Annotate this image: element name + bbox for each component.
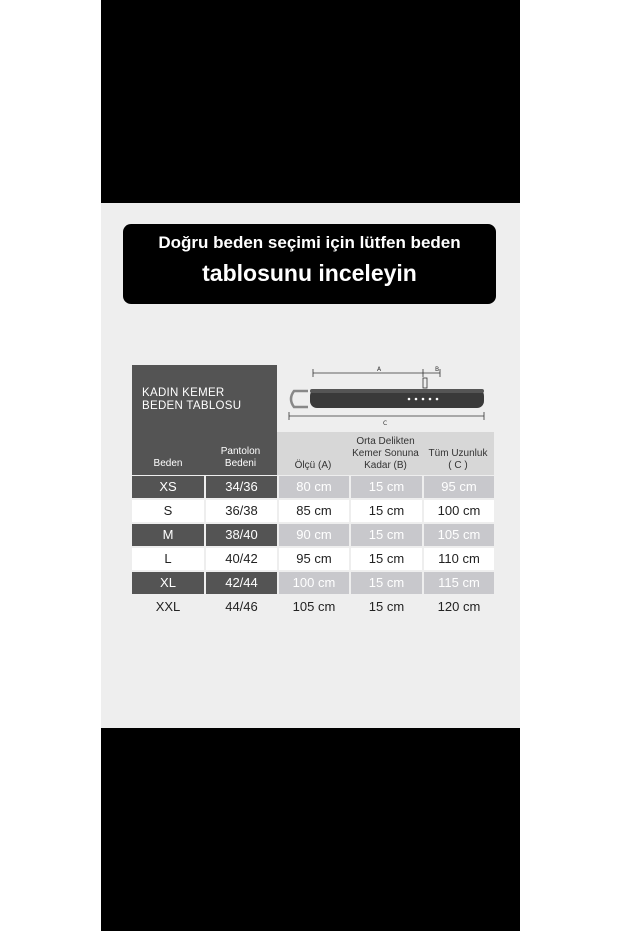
table-row: [132, 500, 494, 522]
header-tum-2: ( C ): [448, 460, 468, 471]
cell-olcu: 105 cm: [292, 599, 336, 614]
cell-tum: 120 cm: [437, 599, 481, 614]
table-row: [132, 476, 494, 498]
cell-olcu: 85 cm: [279, 500, 349, 522]
cell-orta: 15 cm: [351, 524, 422, 546]
cell-tum: 95 cm: [424, 476, 494, 498]
cell-tum: 100 cm: [424, 500, 494, 522]
cell-olcu: 95 cm: [279, 548, 349, 570]
cell-tum: 110 cm: [424, 548, 494, 570]
cell-pantolon: 34/36: [206, 476, 277, 498]
cell-beden: XXL: [155, 599, 181, 614]
cell-beden: L: [132, 548, 204, 570]
belt-illustration: [280, 360, 490, 430]
cell-tum: 105 cm: [424, 524, 494, 546]
cell-pantolon: 36/38: [206, 500, 277, 522]
header-orta-3: Kadar (B): [364, 460, 407, 471]
cell-pantolon: 40/42: [206, 548, 277, 570]
cell-orta: 15 cm: [351, 548, 422, 570]
cell-olcu: 80 cm: [279, 476, 349, 498]
banner-line-1: Doğru beden seçimi için lütfen beden: [158, 233, 461, 252]
table-title: [132, 365, 277, 432]
table-row: [132, 596, 494, 618]
cell-pantolon: 44/46: [225, 599, 258, 614]
cell-orta: 15 cm: [351, 572, 422, 594]
cell-pantolon: 42/44: [206, 572, 277, 594]
cell-tum: 115 cm: [424, 572, 494, 594]
instruction-banner: [123, 224, 496, 304]
cell-orta: 15 cm: [368, 599, 405, 614]
cell-beden: S: [132, 500, 204, 522]
header-dark: [132, 432, 277, 475]
cell-beden: XL: [132, 572, 204, 594]
header-orta-2: Kemer Sonuna: [352, 448, 419, 459]
cell-beden: M: [132, 524, 204, 546]
table-title-line-1: KADIN KEMER: [142, 387, 225, 399]
cell-olcu: 90 cm: [279, 524, 349, 546]
cell-olcu: 100 cm: [279, 572, 349, 594]
header-olcu: Ölçü (A): [294, 460, 332, 471]
table-row: [132, 548, 494, 570]
cell-pantolon: 38/40: [206, 524, 277, 546]
belt-diagram: [280, 360, 490, 430]
label-b: B: [435, 366, 440, 373]
cell-orta: 15 cm: [351, 476, 422, 498]
header-beden: Beden: [153, 458, 183, 469]
table-title-line-2: BEDEN TABLOSU: [142, 400, 242, 412]
table-row: [132, 572, 494, 594]
header-tum-1: Tüm Uzunluk: [428, 448, 488, 459]
header-light: [277, 432, 494, 475]
cell-beden: XS: [132, 476, 204, 498]
header-orta-1: Orta Delikten: [356, 436, 415, 447]
label-c: C: [383, 420, 388, 427]
banner-line-2: tablosunu inceleyin: [202, 260, 417, 286]
header-pantolon-1: Pantolon: [220, 446, 261, 457]
label-a: A: [377, 366, 382, 373]
table-row: [132, 524, 494, 546]
header-pantolon-2: Bedeni: [224, 458, 257, 469]
cell-orta: 15 cm: [351, 500, 422, 522]
